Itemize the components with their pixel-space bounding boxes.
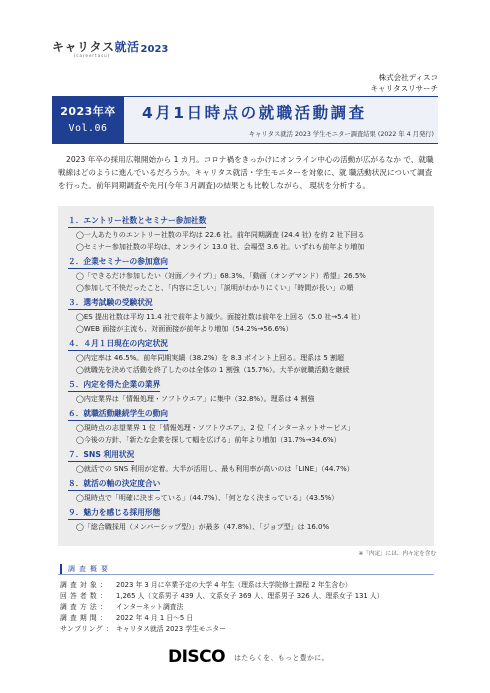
survey-row: サンプリング ： キャリタス就活 2023 学生モニター — [60, 625, 226, 633]
footer-tagline: はたらくを、もっと豊かに。 — [234, 654, 329, 662]
finding-line: ◯内定率は 46.5%。前年同期実績（38.2%）を 8.3 ポイント上回る。理系は 5 割超 — [76, 354, 345, 362]
section-heading: ７．SNS 利用状況 — [68, 449, 134, 462]
finding-line: ◯就活での SNS 利用が定着。大半が活用し、最も利用率が高いのは「LINE」（44.7%） — [76, 465, 354, 473]
section-heading: ９．魅力を感じる採用形態 — [68, 507, 160, 520]
finding-line: ◯「できるだけ参加したい（対面／ライブ）」68.3%、「動画（オンデマンド）希望」26.5% — [76, 272, 366, 280]
logo-subtext: (careertasu) — [73, 53, 111, 58]
logo-text: キャリタス就活 — [52, 40, 140, 54]
company-name: 株式会社ディスコ — [378, 73, 438, 82]
footer — [168, 647, 329, 667]
finding-line: ◯「総合職採用（メンバーシップ型）」が最多（47.8%）、「ジョブ型」は 16.0% — [76, 523, 330, 531]
finding-line: ◯ES 提出社数は平均 11.4 社で前年より減少。面接社数は前年を上回る（5.0 社→5.4 社） — [76, 313, 365, 321]
section-heading: ６．就職活動継続学生の動向 — [68, 408, 168, 421]
disco-logo: DISCO — [168, 647, 226, 667]
intro-paragraph: 2023 年卒の採用広報開始から 1 カ月。コロナ禍をきっかけにオンライン中心の活動が広がるなか で、就職戦線はどのように進んでいるだろうか。キャリタス就活・学生モニターを対象に、就 職活動状況について調査を行った。前年同期調査や先月(今年３月調査)の結果とも比較しながら、 現状を分析する。 — [58, 155, 434, 191]
finding-line: ◯現時点で「明確に決まっている」（44.7%）、「何となく決まっている」（43.5%） — [76, 494, 339, 502]
section-heading: １．エントリー社数とセミナー参加社数 — [68, 215, 206, 228]
logo-year: 2023 — [140, 44, 169, 55]
survey-divider — [58, 574, 434, 575]
survey-row: 調 査 対 象 ： 2023 年 3 月に卒業予定の大学 4 年生（理系は大学院修士課程 2 年生含む） — [60, 581, 352, 589]
finding-line: ◯内定業界は「情報処理・ソフトウエア」に集中（32.8%）。理系は 4 割強 — [76, 395, 315, 403]
survey-row: 回 答 者 数 ： 1,265 人（文系男子 439 人、文系女子 369 人、理系男子 326 人、理系女子 131 人） — [60, 592, 384, 600]
findings-panel — [58, 206, 434, 546]
survey-heading: 調査概要 — [60, 564, 112, 574]
finding-line: ◯今後の方針、「新たな企業を探して幅を広げる」前年より増加（31.7%→34.6%） — [76, 436, 341, 444]
finding-line: ◯参加して不快だったこと、「内容に乏しい」「説明がわかりにくい」「時間が長い」の順 — [76, 284, 354, 292]
header-rule-bottom — [52, 143, 438, 144]
section-heading: ４．４月１日現在の内定状況 — [68, 338, 168, 351]
finding-line: ◯現時点の志望業界 1 位「情報処理・ソフトウエア」、2 位「インターネットサービス」 — [76, 424, 355, 432]
page-subtitle: キャリタス就活 2023 学生モニター調査結果 (2022 年 4 月発行) — [248, 131, 434, 138]
survey-row: 調 査 方 法 ： インターネット調査法 — [60, 603, 184, 611]
finding-line: ◯一人あたりのエントリー社数の平均は 22.6 社。前年同期調査 (24.4 社) を約 2 社下回る — [76, 231, 365, 239]
survey-row: 調 査 期 間 ： 2022 年 4 月 1 日～5 日 — [60, 614, 194, 622]
page-title: 4月1日時点の就職活動調査 — [142, 104, 367, 122]
finding-line: ◯セミナー参加社数の平均は、オンライン 13.0 社、会場型 3.6 社。いずれも前年より増加 — [76, 243, 365, 251]
company-division: キャリタスリサーチ — [370, 84, 438, 93]
issue-volume: Vol.06 — [68, 123, 108, 134]
footnote: ※「内定」には、内々定を含む — [358, 551, 436, 557]
section-heading: ３．選考試験の受験状況 — [68, 297, 153, 310]
section-heading: ２．企業セミナーの参加意向 — [68, 256, 168, 269]
section-heading: ５．内定を得た企業の業界 — [68, 379, 160, 392]
finding-line: ◯WEB 面接が主流も、対面面接が前年より増加（54.2%→56.6%） — [76, 325, 293, 333]
company-info — [371, 72, 438, 94]
section-heading: ８．就活の軸の決定度合い — [68, 478, 160, 491]
issue-year: 2023年卒 — [60, 105, 116, 118]
finding-line: ◯就職先を決めて活動を終了したのは全体の 1 割強（15.7%）。大半が就職活動を継続 — [76, 366, 350, 374]
issue-badge — [52, 97, 124, 143]
